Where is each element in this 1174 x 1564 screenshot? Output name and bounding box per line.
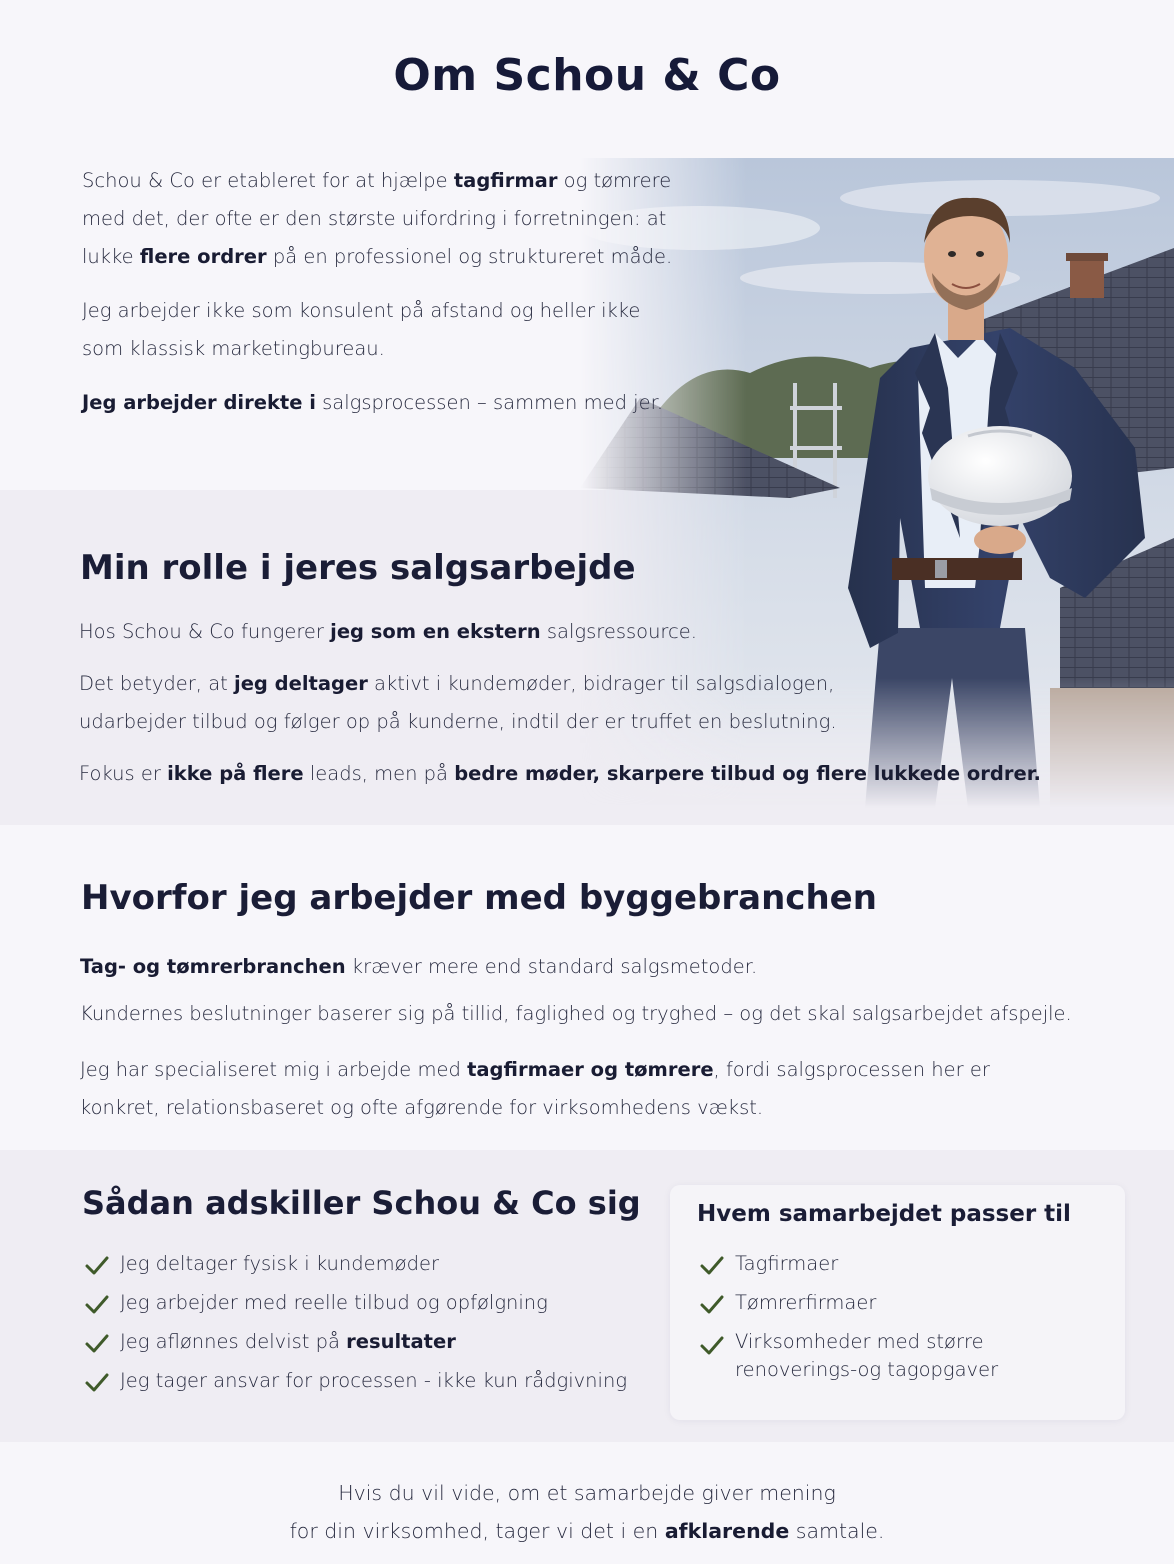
- list-item: [84, 1369, 674, 1392]
- intro-bold: tagfirmar: [453, 169, 558, 192]
- fit-list: [699, 1252, 1109, 1384]
- why-text: konkret, relationsbaseret og ofte afgørende for virksomhedens vækst.: [80, 1096, 764, 1119]
- checkmark-icon: [84, 1371, 110, 1393]
- checkmark-icon: [84, 1254, 110, 1276]
- role-text: Hos Schou & Co fungerer: [79, 620, 331, 643]
- list-item-label: Virksomheder med større: [735, 1330, 984, 1353]
- role-paragraph-2: [79, 665, 939, 741]
- intro-paragraph-2: [82, 292, 742, 368]
- list-item: [699, 1328, 1109, 1384]
- checkmark-icon: [699, 1334, 725, 1356]
- why-paragraph-2: [80, 995, 1160, 1033]
- list-item-label: Jeg aflønnes delvist på: [120, 1330, 347, 1353]
- list-item-label: Jeg arbejder med reelle tilbud og opfølgning: [120, 1291, 548, 1314]
- list-item-label: Tømrerfirmaer: [735, 1291, 877, 1314]
- role-bold: jeg som en ekstern: [330, 620, 541, 643]
- checkmark-icon: [699, 1254, 725, 1276]
- intro-paragraph-3: [82, 384, 762, 422]
- why-bold: Tag- og tømrerbranchen: [80, 955, 346, 978]
- role-text: udarbejder tilbud og følger op på kunderne, indtil der er truffet en beslutning.: [79, 710, 837, 733]
- footer-line-1: Hvis du vil vide, om et samarbejde giver mening: [338, 1481, 836, 1505]
- role-text: Det betyder, at: [79, 672, 235, 695]
- differ-list: [84, 1252, 674, 1392]
- list-item-label: Tagfirmaer: [735, 1252, 839, 1275]
- role-paragraph-1: [79, 613, 879, 651]
- intro-text: og tømrere: [557, 169, 672, 192]
- why-text: Kundernes beslutninger baserer sig på tillid, faglighed og tryghed – og det skal salgsarbejdet afspejle.: [80, 1002, 1072, 1025]
- intro-text: lukke: [82, 245, 140, 268]
- checkmark-icon: [84, 1332, 110, 1354]
- why-bold: tagfirmaer og tømrere: [467, 1058, 714, 1081]
- intro-bold: Jeg arbejder direkte i: [82, 391, 316, 414]
- role-text: leads, men på: [303, 762, 455, 785]
- why-text: , fordi salgsprocessen her er: [713, 1058, 990, 1081]
- role-text: salgsressource.: [540, 620, 697, 643]
- list-item-label: renoverings-og tagopgaver: [735, 1358, 999, 1381]
- footer-text: for din virksomhed, tager vi det i en: [289, 1519, 665, 1543]
- why-heading: Hvorfor jeg arbejder med byggebranchen: [81, 878, 877, 918]
- footer-text: samtale.: [789, 1519, 885, 1543]
- role-bold: jeg deltager: [234, 672, 368, 695]
- list-item: [699, 1252, 1109, 1275]
- intro-text: Jeg arbejder ikke som konsulent på afstand og heller ikke: [82, 299, 641, 322]
- footer-line-2: [0, 1512, 1174, 1551]
- intro-text: med det, der ofte er den største uifordring i forretningen: at: [82, 207, 667, 230]
- differ-heading: Sådan adskiller Schou & Co sig: [82, 1184, 641, 1222]
- why-text: Jeg har specialiseret mig i arbejde med: [80, 1058, 468, 1081]
- intro-bold: flere ordrer: [139, 245, 267, 268]
- role-paragraph-3: [79, 755, 1139, 793]
- why-text: kræver mere end standard salgsmetoder.: [345, 955, 758, 978]
- checkmark-icon: [699, 1293, 725, 1315]
- intro-paragraph-1: [82, 162, 742, 276]
- list-item-label: Jeg tager ansvar for processen - ikke kun rådgivning: [120, 1369, 628, 1392]
- role-heading: Min rolle i jeres salgsarbejde: [80, 548, 636, 588]
- page-title: Om Schou & Co: [393, 50, 781, 101]
- list-item-label: Jeg deltager fysisk i kundemøder: [120, 1252, 439, 1275]
- role-bold: bedre møder, skarpere tilbud og flere lukkede ordrer.: [454, 762, 1041, 785]
- why-paragraph-3: [80, 1051, 1080, 1127]
- footer-bold: afklarende: [664, 1519, 790, 1543]
- why-paragraph-1: [80, 948, 980, 986]
- list-item: [84, 1291, 674, 1314]
- role-text: Fokus er: [79, 762, 168, 785]
- list-item: [84, 1252, 674, 1275]
- list-item-bold: resultater: [346, 1330, 456, 1353]
- list-item: [699, 1291, 1109, 1314]
- role-text: aktivt i kundemøder, bidrager til salgsdialogen,: [367, 672, 835, 695]
- list-item: [84, 1330, 674, 1353]
- intro-text: Schou & Co er etableret for at hjælpe: [82, 169, 454, 192]
- intro-text: salgsprocessen – sammen med jer.: [315, 391, 664, 414]
- intro-text: som klassisk marketingbureau.: [82, 337, 385, 360]
- intro-text: på en professionel og struktureret måde.: [266, 245, 673, 268]
- checkmark-icon: [84, 1293, 110, 1315]
- fit-heading: Hvem samarbejdet passer til: [697, 1201, 1071, 1227]
- role-bold: ikke på flere: [167, 762, 304, 785]
